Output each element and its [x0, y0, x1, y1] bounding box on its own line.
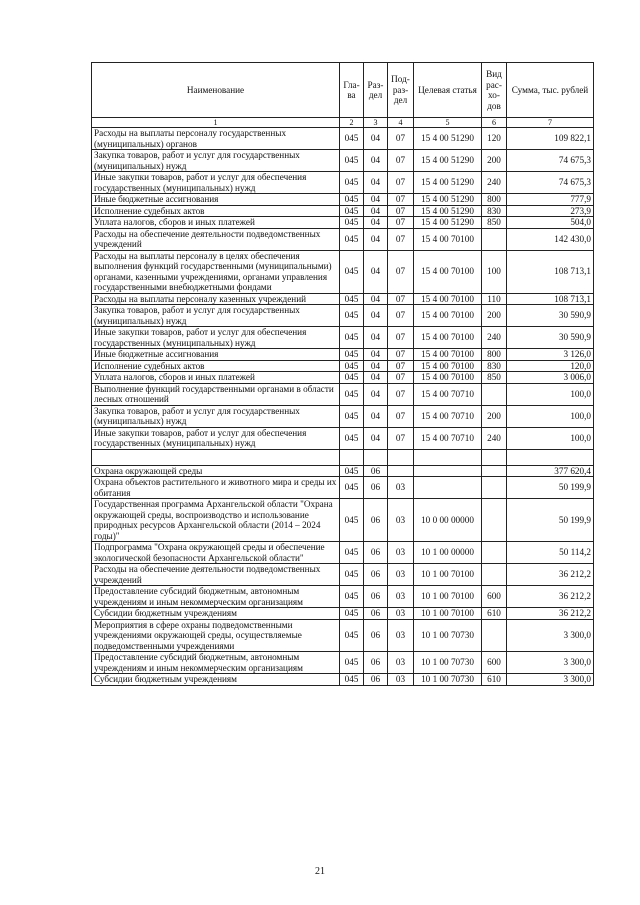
table-row	[92, 405, 594, 427]
row-name: Расходы на выплаты персоналу в целях обеспечения выполнения функций государственными (муниципальными) органами, казенными учреждениями, органами управления государственными внебюджетными фондами	[92, 250, 340, 293]
table-row	[92, 542, 594, 564]
row-name: Предоставление субсидий бюджетным, автономным учреждениям и иным некоммерческим организациям	[92, 586, 340, 608]
row-target: 15 4 00 70710	[414, 405, 482, 427]
table-row	[92, 652, 594, 674]
row-subsection: 03	[388, 652, 414, 674]
row-target	[414, 477, 482, 499]
row-name: Уплата налогов, сборов и иных платежей	[92, 372, 340, 384]
table-body	[92, 128, 594, 686]
row-sum: 74 675,3	[507, 150, 594, 172]
row-chapter: 045	[340, 217, 364, 229]
row-section: 06	[364, 608, 388, 620]
row-section: 04	[364, 383, 388, 405]
header-name: Наименование	[92, 63, 340, 118]
row-name: Расходы на выплаты персоналу государственных (муниципальных) органов	[92, 128, 340, 150]
row-subsection: 03	[388, 499, 414, 542]
row-section: 04	[364, 327, 388, 349]
row-exptype	[482, 477, 507, 499]
row-exptype	[482, 499, 507, 542]
table-row	[92, 305, 594, 327]
column-number: 6	[482, 118, 507, 128]
row-name: Охрана объектов растительного и животного мира и среды их обитания	[92, 477, 340, 499]
table-row	[92, 674, 594, 686]
column-number: 2	[340, 118, 364, 128]
row-sum: 30 590,9	[507, 305, 594, 327]
row-sum: 100,0	[507, 427, 594, 449]
row-section: 04	[364, 194, 388, 206]
row-exptype	[482, 465, 507, 477]
row-exptype: 830	[482, 205, 507, 217]
row-chapter: 045	[340, 172, 364, 194]
row-exptype: 100	[482, 250, 507, 293]
row-sum: 777,9	[507, 194, 594, 206]
row-subsection: 03	[388, 477, 414, 499]
column-number: 4	[388, 118, 414, 128]
row-exptype	[482, 564, 507, 586]
row-subsection: 07	[388, 427, 414, 449]
row-sum: 3 126,0	[507, 349, 594, 361]
row-subsection	[388, 449, 414, 465]
row-target: 15 4 00 70100	[414, 228, 482, 250]
row-target: 15 4 00 70100	[414, 327, 482, 349]
row-sum: 36 212,2	[507, 564, 594, 586]
row-chapter: 045	[340, 427, 364, 449]
column-number-row	[92, 118, 594, 128]
table-row	[92, 465, 594, 477]
table-row	[92, 327, 594, 349]
row-exptype	[482, 383, 507, 405]
table-row	[92, 293, 594, 305]
row-subsection: 07	[388, 217, 414, 229]
row-exptype: 200	[482, 150, 507, 172]
row-subsection: 07	[388, 360, 414, 372]
row-sum: 100,0	[507, 405, 594, 427]
row-sum: 3 300,0	[507, 619, 594, 652]
row-section: 06	[364, 542, 388, 564]
column-number: 7	[507, 118, 594, 128]
row-exptype: 240	[482, 172, 507, 194]
row-target: 10 1 00 00000	[414, 542, 482, 564]
header-chapter: Гла- ва	[340, 63, 364, 118]
row-subsection: 07	[388, 150, 414, 172]
row-exptype: 600	[482, 586, 507, 608]
row-chapter: 045	[340, 477, 364, 499]
row-target: 15 4 00 70710	[414, 427, 482, 449]
table-row	[92, 449, 594, 465]
row-chapter: 045	[340, 674, 364, 686]
table-row	[92, 619, 594, 652]
row-chapter: 045	[340, 128, 364, 150]
row-subsection: 03	[388, 674, 414, 686]
table-row	[92, 499, 594, 542]
row-chapter: 045	[340, 360, 364, 372]
row-sum: 108 713,1	[507, 293, 594, 305]
row-target	[414, 449, 482, 465]
row-exptype: 800	[482, 194, 507, 206]
row-chapter: 045	[340, 372, 364, 384]
row-target: 15 4 00 70100	[414, 250, 482, 293]
row-target: 15 4 00 70100	[414, 293, 482, 305]
row-name: Субсидии бюджетным учреждениям	[92, 608, 340, 620]
row-subsection: 07	[388, 194, 414, 206]
row-section: 04	[364, 372, 388, 384]
row-section: 06	[364, 652, 388, 674]
row-chapter: 045	[340, 383, 364, 405]
row-chapter: 045	[340, 652, 364, 674]
row-target: 15 4 00 70100	[414, 349, 482, 361]
row-subsection: 07	[388, 293, 414, 305]
row-exptype: 200	[482, 405, 507, 427]
row-section: 06	[364, 674, 388, 686]
row-name: Закупка товаров, работ и услуг для государственных (муниципальных) нужд	[92, 150, 340, 172]
row-chapter: 045	[340, 619, 364, 652]
column-number: 5	[414, 118, 482, 128]
table-row	[92, 564, 594, 586]
row-target: 10 1 00 70100	[414, 608, 482, 620]
row-subsection: 03	[388, 608, 414, 620]
row-exptype	[482, 449, 507, 465]
row-chapter: 045	[340, 293, 364, 305]
row-section: 04	[364, 150, 388, 172]
row-sum: 50 199,9	[507, 477, 594, 499]
row-target: 15 4 00 70100	[414, 372, 482, 384]
header-sum: Сумма, тыс. рублей	[507, 63, 594, 118]
row-exptype: 240	[482, 427, 507, 449]
row-name: Расходы на выплаты персоналу казенных учреждений	[92, 293, 340, 305]
row-chapter: 045	[340, 250, 364, 293]
budget-table	[91, 62, 594, 686]
row-section: 04	[364, 217, 388, 229]
row-chapter: 045	[340, 465, 364, 477]
row-section: 04	[364, 360, 388, 372]
table-row	[92, 172, 594, 194]
row-chapter: 045	[340, 194, 364, 206]
row-subsection: 07	[388, 349, 414, 361]
row-sum: 30 590,9	[507, 327, 594, 349]
row-exptype: 110	[482, 293, 507, 305]
row-chapter: 045	[340, 586, 364, 608]
row-name: Иные закупки товаров, работ и услуг для обеспечения государственных (муниципальных) нужд	[92, 172, 340, 194]
row-sum: 273,9	[507, 205, 594, 217]
row-sum: 3 300,0	[507, 674, 594, 686]
table-row	[92, 250, 594, 293]
table-row	[92, 360, 594, 372]
row-sum: 109 822,1	[507, 128, 594, 150]
table-row	[92, 128, 594, 150]
row-exptype	[482, 619, 507, 652]
row-chapter: 045	[340, 542, 364, 564]
table-row	[92, 349, 594, 361]
table-row	[92, 150, 594, 172]
row-name: Иные закупки товаров, работ и услуг для обеспечения государственных (муниципальных) нужд	[92, 327, 340, 349]
row-subsection: 07	[388, 383, 414, 405]
row-name: Охрана окружающей среды	[92, 465, 340, 477]
row-subsection: 07	[388, 128, 414, 150]
row-chapter: 045	[340, 150, 364, 172]
row-target: 10 1 00 70100	[414, 586, 482, 608]
row-sum: 504,0	[507, 217, 594, 229]
table-row	[92, 217, 594, 229]
row-target	[414, 465, 482, 477]
row-name: Иные бюджетные ассигнования	[92, 194, 340, 206]
row-exptype: 240	[482, 327, 507, 349]
row-section: 04	[364, 228, 388, 250]
row-target: 15 4 00 70710	[414, 383, 482, 405]
row-chapter: 045	[340, 205, 364, 217]
row-section: 04	[364, 405, 388, 427]
row-sum: 142 430,0	[507, 228, 594, 250]
row-exptype: 120	[482, 128, 507, 150]
row-chapter: 045	[340, 349, 364, 361]
row-sum: 50 199,9	[507, 499, 594, 542]
row-sum: 3 006,0	[507, 372, 594, 384]
row-exptype: 850	[482, 217, 507, 229]
row-section: 06	[364, 477, 388, 499]
table-row	[92, 372, 594, 384]
row-section: 04	[364, 128, 388, 150]
row-name: Закупка товаров, работ и услуг для государственных (муниципальных) нужд	[92, 305, 340, 327]
table-row	[92, 205, 594, 217]
row-section	[364, 449, 388, 465]
row-section: 06	[364, 619, 388, 652]
row-subsection: 07	[388, 172, 414, 194]
row-name: Субсидии бюджетным учреждениям	[92, 674, 340, 686]
row-sum: 36 212,2	[507, 586, 594, 608]
row-chapter: 045	[340, 608, 364, 620]
row-sum: 50 114,2	[507, 542, 594, 564]
row-name: Государственная программа Архангельской области "Охрана окружающей среды, воспроизводство и использование природных ресурсов Архангельской области (2014 – 2024 годы)"	[92, 499, 340, 542]
row-name: Уплата налогов, сборов и иных платежей	[92, 217, 340, 229]
row-exptype: 800	[482, 349, 507, 361]
row-target: 15 4 00 51290	[414, 217, 482, 229]
row-section: 04	[364, 250, 388, 293]
row-exptype: 830	[482, 360, 507, 372]
row-target: 10 0 00 00000	[414, 499, 482, 542]
row-chapter	[340, 449, 364, 465]
row-sum: 36 212,2	[507, 608, 594, 620]
row-target: 15 4 00 51290	[414, 205, 482, 217]
row-section: 04	[364, 349, 388, 361]
row-sum: 377 620,4	[507, 465, 594, 477]
row-target: 15 4 00 51290	[414, 194, 482, 206]
row-chapter: 045	[340, 499, 364, 542]
row-sum: 3 300,0	[507, 652, 594, 674]
row-name: Подпрограмма "Охрана окружающей среды и обеспечение экологической безопасности Архангельской области"	[92, 542, 340, 564]
row-section: 06	[364, 465, 388, 477]
row-name: Закупка товаров, работ и услуг для государственных (муниципальных) нужд	[92, 405, 340, 427]
row-name: Предоставление субсидий бюджетным, автономным учреждениям и иным некоммерческим организациям	[92, 652, 340, 674]
row-exptype: 610	[482, 608, 507, 620]
row-sum: 120,0	[507, 360, 594, 372]
row-subsection: 07	[388, 327, 414, 349]
row-subsection: 07	[388, 372, 414, 384]
row-subsection: 03	[388, 586, 414, 608]
row-section: 06	[364, 586, 388, 608]
row-exptype: 610	[482, 674, 507, 686]
row-target: 10 1 00 70730	[414, 619, 482, 652]
row-subsection: 07	[388, 228, 414, 250]
table-row	[92, 383, 594, 405]
row-exptype	[482, 542, 507, 564]
row-name	[92, 449, 340, 465]
row-name: Иные бюджетные ассигнования	[92, 349, 340, 361]
row-name: Выполнение функций государственными органами в области лесных отношений	[92, 383, 340, 405]
row-section: 04	[364, 427, 388, 449]
column-number: 1	[92, 118, 340, 128]
row-sum: 74 675,3	[507, 172, 594, 194]
table-row	[92, 586, 594, 608]
row-exptype	[482, 228, 507, 250]
row-section: 04	[364, 293, 388, 305]
table-row	[92, 608, 594, 620]
row-subsection: 07	[388, 205, 414, 217]
row-chapter: 045	[340, 327, 364, 349]
row-subsection: 07	[388, 250, 414, 293]
row-name: Исполнение судебных актов	[92, 205, 340, 217]
table-row	[92, 477, 594, 499]
row-subsection	[388, 465, 414, 477]
page-number: 21	[315, 866, 325, 877]
row-subsection: 03	[388, 619, 414, 652]
row-name: Исполнение судебных актов	[92, 360, 340, 372]
header-exptype: Вид рас- хо- дов	[482, 63, 507, 118]
row-name: Иные закупки товаров, работ и услуг для обеспечения государственных (муниципальных) нужд	[92, 427, 340, 449]
header-section: Раз- дел	[364, 63, 388, 118]
row-target: 10 1 00 70100	[414, 564, 482, 586]
row-name: Расходы на обеспечение деятельности подведомственных учреждений	[92, 228, 340, 250]
table-row	[92, 228, 594, 250]
row-subsection: 07	[388, 405, 414, 427]
header-subsection: Под- раз- дел	[388, 63, 414, 118]
row-section: 04	[364, 305, 388, 327]
row-name: Мероприятия в сфере охраны подведомственными учреждениями окружающей среды, осуществляемые подведомственными учреждениями	[92, 619, 340, 652]
row-sum: 100,0	[507, 383, 594, 405]
row-subsection: 07	[388, 305, 414, 327]
header-target: Целевая статья	[414, 63, 482, 118]
row-exptype: 200	[482, 305, 507, 327]
row-sum	[507, 449, 594, 465]
column-number: 3	[364, 118, 388, 128]
row-target: 15 4 00 70100	[414, 305, 482, 327]
row-chapter: 045	[340, 405, 364, 427]
row-section: 06	[364, 564, 388, 586]
table-row	[92, 194, 594, 206]
row-target: 15 4 00 51290	[414, 150, 482, 172]
row-target: 10 1 00 70730	[414, 652, 482, 674]
table-row	[92, 427, 594, 449]
row-subsection: 03	[388, 542, 414, 564]
row-target: 15 4 00 51290	[414, 128, 482, 150]
row-section: 04	[364, 205, 388, 217]
row-subsection: 03	[388, 564, 414, 586]
row-exptype: 600	[482, 652, 507, 674]
row-chapter: 045	[340, 564, 364, 586]
row-chapter: 045	[340, 228, 364, 250]
row-name: Расходы на обеспечение деятельности подведомственных учреждений	[92, 564, 340, 586]
row-section: 04	[364, 172, 388, 194]
header-row	[92, 63, 594, 118]
row-chapter: 045	[340, 305, 364, 327]
row-section: 06	[364, 499, 388, 542]
row-sum: 108 713,1	[507, 250, 594, 293]
row-target: 10 1 00 70730	[414, 674, 482, 686]
row-exptype: 850	[482, 372, 507, 384]
row-target: 15 4 00 51290	[414, 172, 482, 194]
row-target: 15 4 00 70100	[414, 360, 482, 372]
